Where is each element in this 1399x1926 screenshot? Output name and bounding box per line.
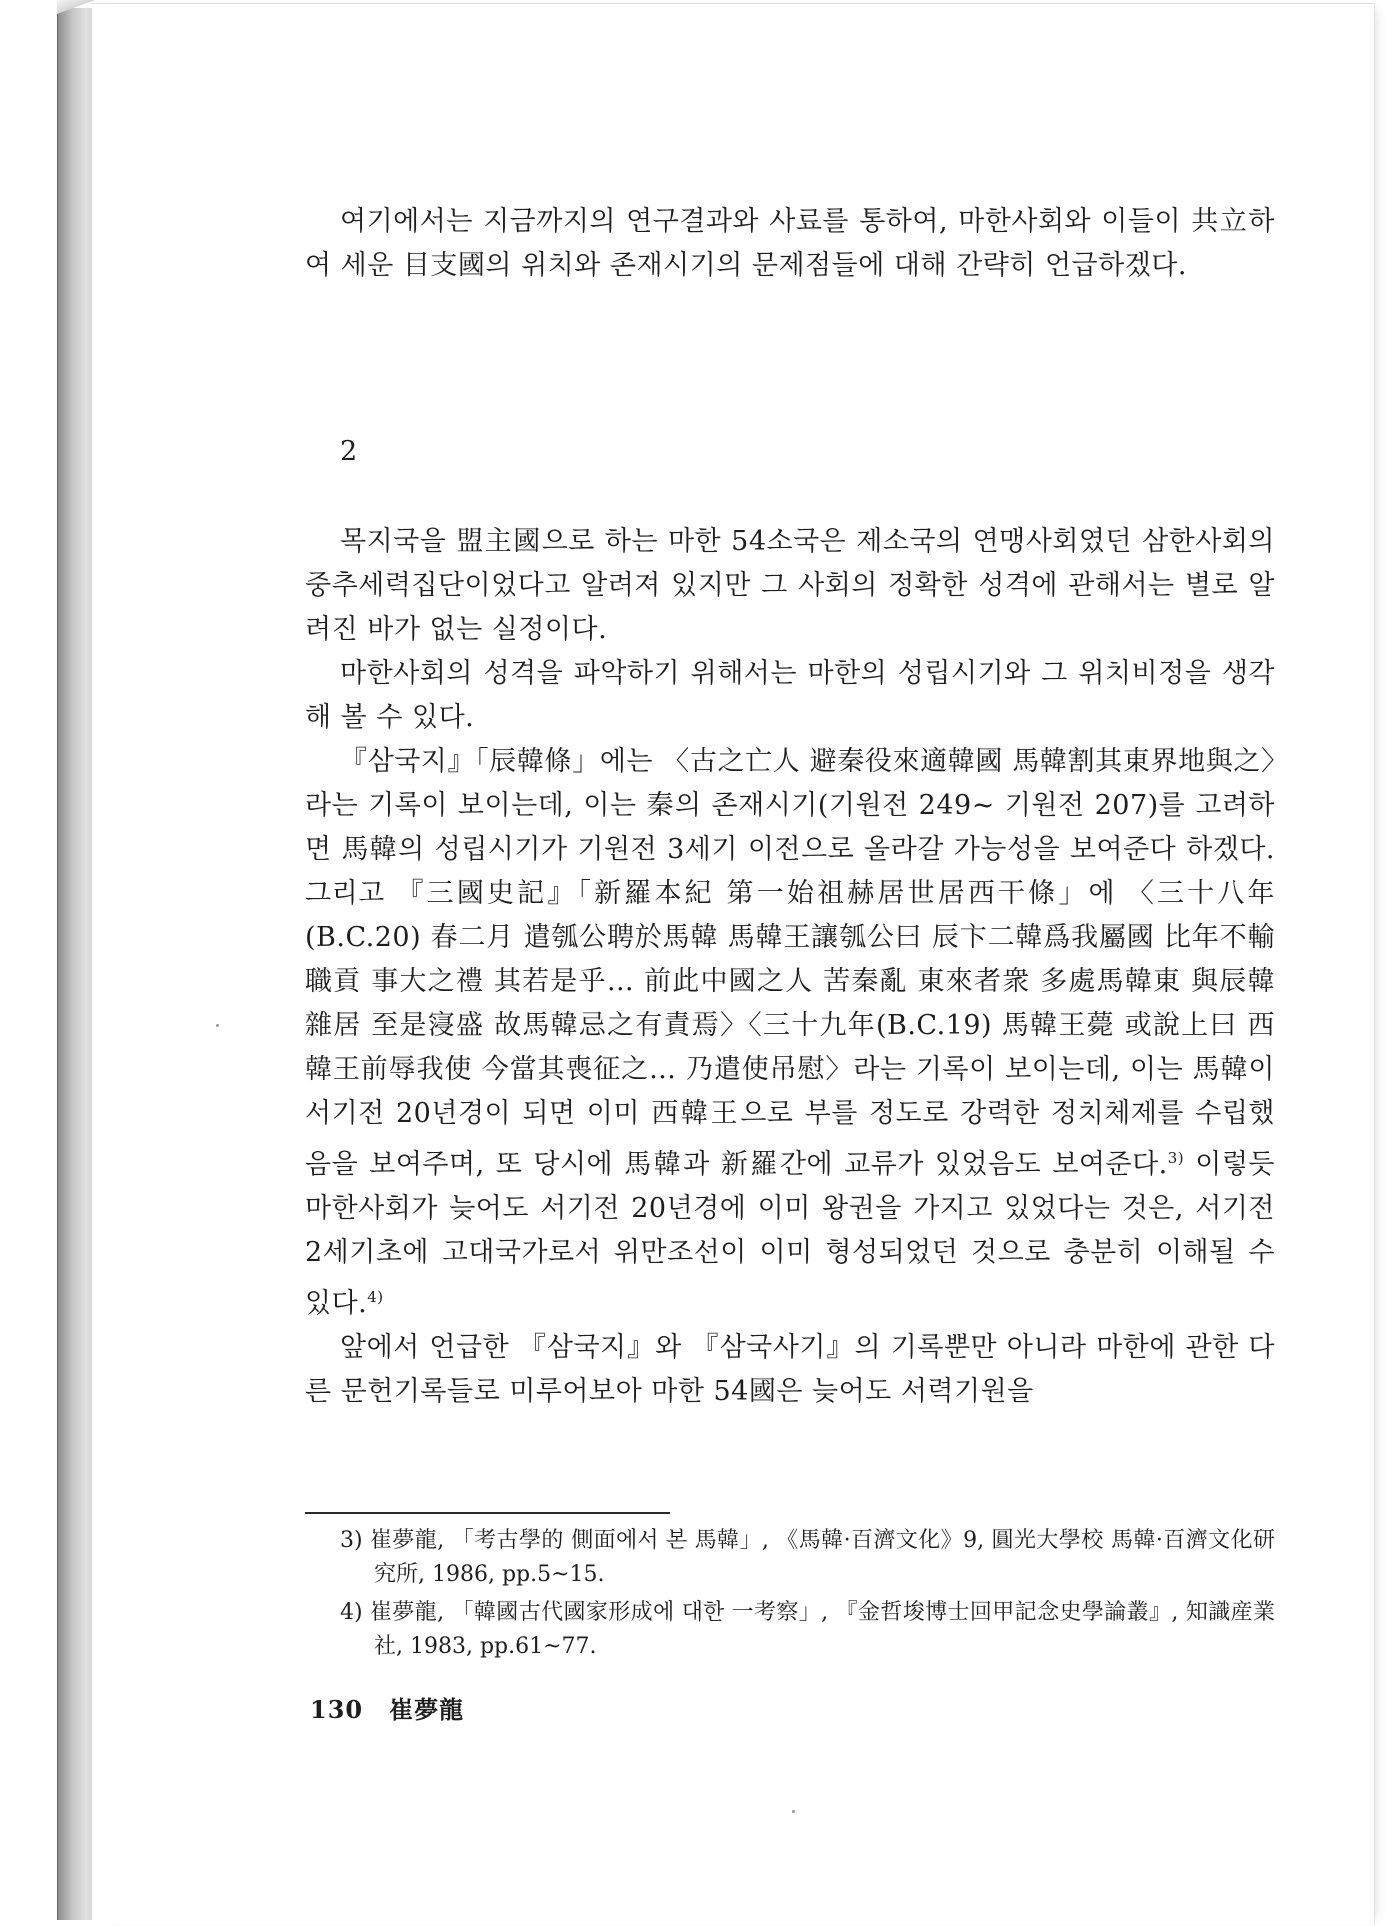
body-paragraph-4: 앞에서 언급한 『삼국지』와 『삼국사기』의 기록뿐만 아니라 마한에 관한 다른 문헌기록들로 미루어보아 마한 54國은 늦어도 서력기원을	[305, 1332, 1275, 1407]
body-paragraph-3b-text: 이렇듯 마한사회가 늦어도 서기전 20년경에 이미 왕권을 가지고 있었다는 것은, 서기전 2세기초에 고대국가로서 위만조선이 이미 형성되었던 것으로 충분히 이해될 수 있다.	[305, 1149, 1275, 1319]
scan-speck	[216, 1024, 219, 1027]
page-number: 130	[310, 1695, 364, 1724]
running-author: 崔夢龍	[389, 1695, 465, 1724]
footnote-divider	[305, 1512, 670, 1514]
body-paragraph-3	[305, 740, 1275, 1326]
section-number: 2	[340, 436, 358, 467]
footnote-4: 4) 崔夢龍, 「韓國古代國家形成에 대한 一考察」, 『金哲埈博士回甲記念史學論叢』, 知識産業社, 1983, pp.61~77.	[340, 1600, 1275, 1659]
intro-block	[305, 200, 1275, 288]
intro-paragraph: 여기에서는 지금까지의 연구결과와 사료를 통하여, 마한사회와 이들이 共立하여 세운 目支國의 위치와 존재시기의 문제점들에 대해 간략히 언급하겠다.	[305, 206, 1275, 281]
book-spine	[57, 8, 96, 1920]
section-body	[305, 520, 1275, 1414]
footnote-3: 3) 崔夢龍, 「考古學的 側面에서 본 馬韓」, 《馬韓·百濟文化》9, 圓光大學校 馬韓·百濟文化研究所, 1986, pp.5~15.	[340, 1528, 1275, 1587]
body-paragraph-1: 목지국을 盟主國으로 하는 마한 54소국은 제소국의 연맹사회였던 삼한사회의 중추세력집단이었다고 알려져 있지만 그 사회의 정확한 성격에 관해서는 별로 알려진 바가 없는 실정이다.	[305, 526, 1275, 645]
body-paragraph-2: 마한사회의 성격을 파악하기 위해서는 마한의 성립시기와 그 위치비정을 생각해 볼 수 있다.	[305, 658, 1275, 733]
running-footer	[310, 1690, 464, 1725]
footnote-ref-4: 4)	[367, 1288, 384, 1306]
footnotes	[340, 1524, 1275, 1668]
scan-speck	[792, 1810, 795, 1813]
body-paragraph-3-text: 『삼국지』「辰韓條」에는 〈古之亡人 避秦役來適韓國 馬韓割其東界地與之〉라는 기록이 보이는데, 이는 秦의 존재시기(기원전 249~ 기원전 207)를 고려하면 馬韓의 성립시기가 기원전 3세기 이전으로 올라갈 가능성을 보여준다 하겠다. 그리고 『三國史記』「新羅本紀 第一始祖赫居世居西干條」에 〈三十八年(B.C.20) 春二月 遣瓠公聘於馬韓 馬韓王讓瓠公曰 辰卞二韓爲我屬國 比年不輸職貢 事大之禮 其若是乎… 前此中國之人 苦秦亂 東來者衆 多處馬韓東 與辰韓雜居 至是寖盛 故馬韓忌之有責焉〉〈三十九年(B.C.19) 馬韓王薨 或說上曰 西韓王前辱我使 今當其喪征之… 乃遣使吊慰〉라는 기록이 보이는데, 이는 馬韓이 서기전 20년경이 되면 이미 西韓王으로 부를 정도로 강력한 정치체제를 수립했음을 보여주며, 또 당시에 馬韓과 新羅간에 교류가 있었음도 보여준다.	[305, 746, 1275, 1180]
footnote-ref-3: 3)	[1167, 1149, 1185, 1167]
